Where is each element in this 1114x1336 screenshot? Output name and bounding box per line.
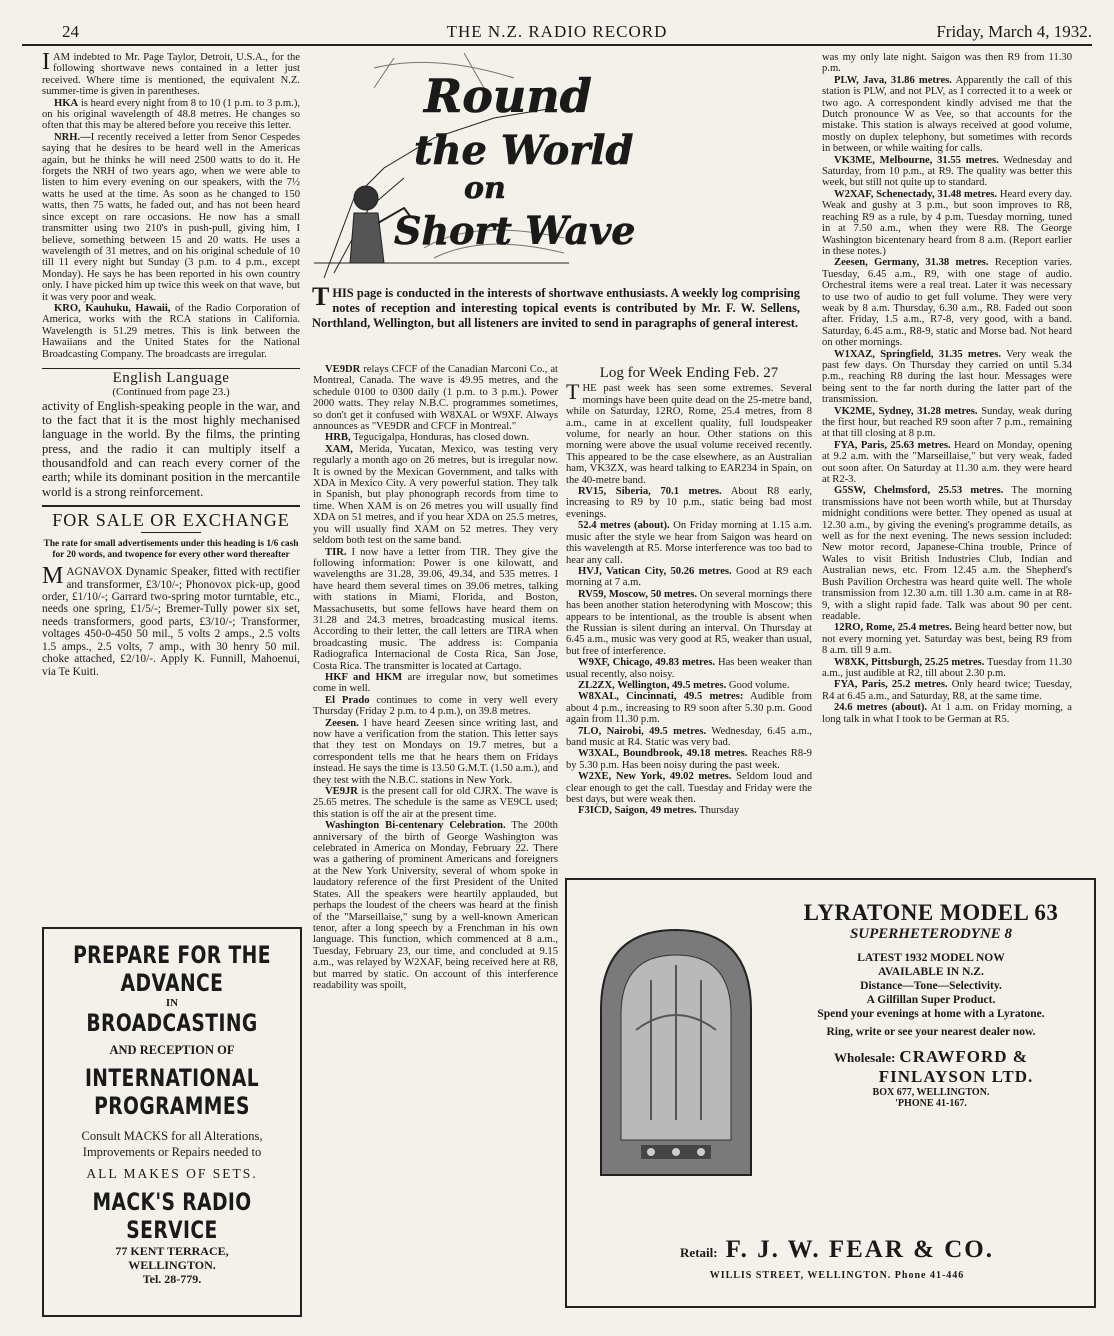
drop-cap: M [42,563,64,590]
ad-text: AND RECEPTION OF [109,1043,235,1057]
english-language-heading: English Language [112,369,230,386]
column-3 [566,365,813,817]
paragraph [42,49,300,98]
station-name: VE9DR [325,364,361,375]
station-name: NRH.— [54,131,91,143]
station-name: VE9JR [325,786,358,798]
paragraph-text: About R8 early, increasing to R9 by 10 p.m., static being bad most evenings. [566,486,813,520]
newspaper-title: THE N.Z. RADIO RECORD [446,22,668,41]
paragraph [566,589,812,657]
paragraph [313,718,558,786]
paragraph-text: Merida, Yucatan, Mexico, was testing very regularly a month ago on 26 metres, but is irregular now. It is owned by the Mexican Government, and talks with XDA in Mexico City. A very powerful station. They talk in Spanish, but play phonograph records from time to time. When XAM is on 26 metres you will usually find XDA on 51 metres, and if you hear XDA on 25.5 metres, you will usually find XAM on 52 metres. They very seldom both test on the same band. [313,443,558,547]
station-name: PLW, Java, 31.86 metres. [834,74,952,86]
station-name: KRO, Kauhuku, Hawaii, [54,302,171,314]
paragraph [566,657,812,680]
ad-text: Consult MACKS for all Alterations, Improvements or Repairs needed to [81,1129,263,1159]
paragraph-text: On Friday morning at 1.15 a.m. music after the style we hear from Saigon was heard on this wavelength at R5. Morse interference was too bad to hear any call. [566,520,813,566]
paragraph-text: I have heard Zeesen since writing last, and now have a verification from the station. This letter says that they test on Mondays on 19.7 metres, but a correspondent tells me that he hears them on Fridays instead. He says the time is 13.50 G.M.T. (1.50 a.m.), and they test with the N.B.C. stations in New York. [313,717,558,786]
paragraph [822,155,1072,189]
paragraph-text: Tuesday from 11.30 a.m., just audible at R2, till about 2.30 p.m. [822,656,1072,679]
wholesaler-phone: 'PHONE 41-167. [895,1098,967,1109]
paragraph [822,189,1072,257]
station-name: 12RO, Rome, 25.4 metres. [834,622,952,634]
station-name: Washington Bi-centenary Celebration. [325,820,506,832]
drop-cap: I [42,49,50,75]
station-name: VK2ME, Sydney, 31.28 metres. [834,405,978,417]
log-heading: Log for Week Ending Feb. 27 [599,365,779,381]
paragraph-text: AM indebted to Mr. Page Taylor, Detroit, U.S.A., for the following shortwave news contained in a letter just received. Where time is mentioned, the equivalent N.Z. summer-time is given in parentheses. [42,52,300,98]
divider [42,368,300,369]
paragraph [566,691,812,725]
column-2 [313,364,558,991]
paragraph-text: relays CFCF of the Canadian Marconi Co., at Montreal, Canada. The wave is 49.95 metres, and the schedule 0100 to 0300 daily (1 p.m. to 3 p.m.). Power 2000 watts. They relay N.B.C. programmes sometimes, so don't get it confused with W8XAL or W9XF. Always announces as "VE9DR and CFCF in Montreal." [313,364,558,433]
paragraph [566,726,812,749]
station-name: W9XF, Chicago, 49.83 metres. [578,657,716,669]
paragraph-text: I now have a letter from TIR. They give the following information: Power is one kilowatt, and wavelengths are 31.28, 39.06, 49.34, and 535 metres. I have heard them several times on 39.06 metres, talking with stations in Miami, Florida, and Boston, Massachusetts, but some fellows have heard them on 31.28 and 24.3 metres, broadcasting musical items. According to their letter, the call letters are TIRA when broadcasting music. The address is: Compania Radiografica Internacional de Costa Rica, San Jose, Costa Rica. The transmitter is located at Cartago. [313,546,558,672]
paragraph-text: are irregular now, but sometimes come in well. [313,671,558,695]
station-name: W3XAL, Boundbrook, 49.18 metres. [578,748,748,760]
paragraph [313,364,558,432]
paragraph [822,349,1072,406]
paragraph [42,132,300,303]
lyratone-ad [565,878,1096,1308]
wholesaler-name: CRAWFORD & [899,1047,1028,1066]
page-number: 24 [62,22,79,41]
paragraph [566,566,812,589]
paragraph [822,679,1072,702]
station-name: HVJ, Vatican City, 50.26 metres. [578,565,732,577]
paragraph [313,695,558,718]
ad-headline: ADVANCE [120,969,224,997]
paragraph-text: The 200th anniversary of the birth of George Washington was celebrated in America on Monday, February 22. There was a gathering of prominent Americans and foreigners at the New York University, several of whom spoke in laudatory reference of the first President of the United States. All the speakers were heartily applauded, but perhaps the loudest of the cheers was heard at the finish of the "Marseillaise," sung by a well-known American tenor, after a long speech by a Frenchman in his own language. This function, which commenced at 8 a.m., Tuesday, February 23, our time, and concluded at 9.15 a.m., was relayed by W2XAF, being received here at R8, but marred by static. On account of this interference readability was spoilt, [313,820,558,991]
station-name: ZL2ZX, Wellington, 49.5 metres. [578,679,727,691]
station-name: 7LO, Nairobi, 49.5 metres. [578,725,707,737]
paragraph: was my only late night. Saigon was then R9 from 11.30 p.m. [822,52,1072,75]
station-name: HRB, [325,432,351,444]
lyratone-ad-copy [781,900,1081,1109]
classified-ad [42,563,300,678]
paragraph [566,771,812,805]
paragraph-text: Reception varies. Tuesday, 6.45 a.m., R9, with one stage of audio. Orchestral items were a real treat. Later it was necessary to use two of audio to get full volume. They were very weak by 8 a.m. Thursday, 6.30 a.m., R8. Faded out soon after. Friday, 1.5 a.m., R7-8, very good, with a band. Saturday, 6.45 a.m., R8-9, static and Morse bad. Not heard on other mornings. [822,257,1072,349]
station-name: G5SW, Chelmsford, 25.53 metres. [834,485,1004,497]
paragraph [822,75,1072,155]
paragraph [822,440,1072,486]
round-the-world-banner [314,48,636,284]
paragraph-text: Reaches R8-9 by 5.30 p.m. Has been noisy during the past week. [566,748,812,771]
station-name: Zeesen. [325,717,359,729]
paragraph-text: Being heard better now, but not every morning yet. Saturday was best, being R9 from 8 a.m. till 9 a.m. [822,622,1072,657]
station-name: 24.6 metres (about). [834,702,928,714]
paragraph [822,257,1072,348]
ad-text: Distance—Tone—Selectivity. [860,980,1002,992]
ad-address: WELLINGTON. [128,1258,216,1272]
banner-word: the World [414,127,634,174]
paragraph-text: Good volume. [728,679,790,691]
paragraph-text: Heard every day. Weak and gushy at 3 p.m., but soon improves to R8, reaching R9 as a rule, by 4 p.m. Tuesday morning, tuned in at 7.50 a.m., when they were R8. The George Washington bicentenary heard from 8 a.m. (Report earlier in these notes.) [822,188,1072,257]
paragraph [313,547,558,672]
station-name: HKF and HKM [325,671,403,683]
station-name: XAM, [325,443,353,455]
paragraph [313,432,558,443]
paragraph [822,702,1072,725]
retail-label: Retail: [680,1245,718,1260]
station-name: W8XK, Pittsburgh, 25.25 metres. [834,656,985,668]
paragraph-text: Only heard twice; Tuesday, R4 at 6.45 a.m., and Saturday, R8, at the same time. [822,679,1073,702]
station-name: W1XAZ, Springfield, 31.35 metres. [834,348,1001,360]
paragraph [566,520,812,566]
ad-business-name: MACK'S RADIO SERVICE [92,1188,252,1244]
paragraph-text: Seldom loud and clear enough to get the call. Tuesday and Friday were the best days, but were weak then. [566,771,812,806]
paragraph [566,748,812,771]
ad-headline: BROADCASTING [86,1009,258,1037]
paragraph [566,805,812,816]
paragraph [822,622,1072,656]
drop-cap: T [566,379,580,405]
paragraph-text: Audible from about 4 p.m., increasing to R9 soon after 5.30 p.m. Good again from 11.30 p.m. [566,691,812,726]
paragraph-text: Tegucigalpa, Honduras, has closed down. [353,432,530,444]
wholesale-line [781,1047,1081,1067]
paragraph-text: Wednesday, 6.45 a.m., band music at R4. Static was very bad. [566,725,812,748]
banner-word: on [464,171,506,206]
wholesale-label: Wholesale: [834,1050,896,1065]
paragraph [822,406,1072,440]
for-sale-heading: FOR SALE OR EXCHANGE [52,509,290,530]
paragraph-text: HE past week has seen some extremes. Several mornings have been quite dead on the 25-metre band, while on Saturday, 12RO, Rome, 25.4 metres, from 8 a.m., came in at excellent quality, full loudspeaker volume, for nearly an hour. Other stations on this morning were above the usual volume received recently. This appeared to be the case elsewhere, as an Australian ham, VK3ZX, was heard talking to EAR234 in Spain, on the 40-metre band. [566,383,812,486]
station-name: F3ICD, Saigon, 49 metres. [578,805,697,817]
retail-line [597,1236,1077,1281]
wholesaler-box: BOX 677, WELLINGTON. [872,1087,990,1098]
paragraph-text: Has been weaker than usual recently, also noisy. [566,657,812,680]
paragraph [566,379,812,486]
paragraph [313,820,558,991]
ad-subhead: SUPERHETERODYNE 8 [849,926,1013,942]
paragraph [566,486,812,520]
paragraph-text: Heard on Monday, opening at 9.2 a.m. with the "Marseillaise," but very weak, faded out soon after. On Saturday at 11.30 a.m. they were heard at R2-3. [822,439,1072,486]
paragraph [42,303,300,360]
issue-date: Friday, March 4, 1932. [936,22,1092,41]
paragraph-text: continues to come in very well every Thursday (Friday 2 p.m. to 4 p.m.), on 39.8 metres. [313,694,558,718]
divider [141,532,201,533]
radio-cabinet-illustration [591,920,761,1180]
station-name: 52.4 metres (about). [578,520,670,532]
paragraph-text: Sunday, weak during the first hour, but reached R9 soon after 7 p.m., remaining at that till closing at 8 p.m. [822,405,1072,440]
ad-text: A Gilfillan Super Product. [866,994,996,1006]
english-language-text: activity of English-speaking people in the war, and to the fact that it is the most highly mechanised language in the world. By the films, the printing press, and the radio it can multiply itself a thousandfold and can reach every corner of the earth; while its dominant position in the mercantile world is a strong reinforcement. [42,398,300,499]
paragraph [566,680,812,691]
paragraph-text: Wednesday and Saturday, from 10 p.m., at R9. The quality was better this week, but still not quite up to standard. [822,154,1072,189]
paragraph [822,485,1072,622]
ad-text: Spend your evenings at home with a Lyratone. [817,1008,1045,1020]
paragraph-text: Good at R9 each morning at 7 a.m. [566,565,812,589]
station-name: W8XAL, Cincinnati, 49.5 metres: [578,691,744,703]
paragraph [822,657,1072,680]
ad-text: LATEST 1932 MODEL NOW [857,952,1005,964]
paragraph-text: of the Radio Corporation of America, works with the RCA stations in California. Wavelength is 51.29 metres. This is link between the Hawaiians and the United States for the National Broadcasting Company. The broadcasts are irregular. [42,302,300,360]
ad-headline: INTERNATIONAL [84,1064,260,1092]
paragraph-text: I recently received a letter from Senor Cespedes saying that he desires to be heard well in the Americas again, but he thinks he will need 2500 watts to do it. He forgets the NRH of two years ago, when we were able to listen to him every evening on our speakers, with the 7½ watts he used at the time. As soon as he changed to 150 watts, then 75 watts, he faded out, and has not been heard since except on rare occasions. He now has a small transmitter using two 210's in push-pull, giving him, I believe, something between 15 and 20 watts. He uses a wavelength of 31 metres, and on his original schedule of 10 till 11 every night but Sunday (3 p.m. to 4 p.m., except Monday). He says he has been reported in his own country only. I have picked him up twice this week on that wave, but it was very poor and weak. [42,131,300,303]
paragraph [42,98,300,132]
station-name: TIR. [325,546,347,558]
classified-ad-text: AGNAVOX Dynamic Speaker, fitted with rectifier and transformer, £3/10/-; Phonovox pick-up, good order, £1/10/-; Garrard two-spring motor turntable, etc., needs one spring, £1/5/-; Bremer-Tully power six set, needs transformers, good parts, £3/10/-; Transformer, voltages 450-0-450 50 mil., 5 volts 2 amps., 2.5 volts 1.5 amps., 2.5 volts, 7 amp., with 30 henry 50 mil. choke attached, £2/10/-. Apply K. Funnill, Mahoenui, via Te Kuiti. [42,566,300,678]
station-name: HKA [54,97,79,109]
retailer-name: F. J. W. FEAR & CO. [725,1236,994,1263]
banner-illustration [314,48,636,284]
paragraph-text: Very weak the past few days. On Thursday they carried on until 5.34 p.m., reaching R8 during the last hour. Messages were being sent to the far north during the latter part of the transmission. [822,348,1072,406]
continued-note: (Continued from page 23.) [112,386,230,399]
paragraph-text: The morning transmissions have not been worth while, but at Thursday midnight conditions were better. They opened as usual at 12.30 a.m., by giving the evening's programme details, as well as for the next evening. The news session included: New motor record, Japanese-China trouble, Prince of Wales to visit British Industries Club, Indian and Australian news, etc. From 12.45 a.m. the Shepherd's Bush Pavilion Orchestra was heard quite well. The whole transmission from 12.30 a.m. till 1.30 a.m. came in at R8-9, with a slight rapid fade. Talk was about 90 per cent. readable. [822,485,1072,622]
ad-headline: PREPARE FOR THE [73,941,271,969]
ad-text: Ring, write or see your nearest dealer now. [826,1026,1036,1038]
divider [42,505,300,507]
station-name: FYA, Paris, 25.2 metres. [834,679,948,691]
banner-word: Round [424,69,592,123]
macks-radio-ad [42,927,302,1317]
paragraph [313,444,558,547]
paragraph-text: is heard every night from 8 to 10 (1 p.m. to 3 p.m.), on his original wavelength of 48.8 metres. He changes so often that this may be altered before you receive this letter. [42,97,300,132]
station-name: W2XAF, Schenectady, 31.48 metres. [834,188,998,200]
station-name: El Prado [325,694,370,706]
masthead [22,20,1092,46]
station-name: VK3ME, Melbourne, 31.55 metres. [834,154,999,166]
station-name: Zeesen, Germany, 31.38 metres. [834,257,989,269]
column-4 [822,52,1072,725]
station-name: FYA, Paris, 25.63 metres. [834,439,951,451]
paragraph [313,786,558,820]
wholesaler-name: FINLAYSON LTD. [878,1067,1034,1086]
ad-text: AVAILABLE IN N.Z. [878,966,984,978]
paragraph-text: At 1 a.m. on Friday morning, a long talk in what I took to be German at R5. [822,702,1072,725]
paragraph-text: is the present call for old CJRX. The wave is 25.65 metres. The schedule is the same as VE9CL used; this station is off the air at the present time. [313,786,558,820]
station-name: RV59, Moscow, 50 metres. [578,588,698,600]
ad-address: 77 KENT TERRACE, [115,1244,229,1258]
station-name: W2XE, New York, 49.02 metres. [578,771,732,783]
ad-text: IN [165,997,179,1009]
intro-text: HIS page is conducted in the interests of shortwave enthusiasts. A weekly log comprising notes of reception and interesting topical events is contributed by Mr. F. W. Sellens, Northland, Wellington, but all listeners are invited to send in paragraphs of general interest. [312,286,800,330]
drop-cap: T [312,282,330,311]
column-1 [42,49,300,678]
ad-phone: Tel. 28-779. [142,1272,202,1286]
page-intro [312,282,800,331]
ad-rate-note: The rate for small advertisements under this heading is 1/6 cash for 20 words, and twopence for every other word thereafter [43,539,299,560]
paragraph [313,672,558,695]
ad-headline: PROGRAMMES [94,1092,250,1120]
ad-model-name: LYRATONE MODEL 63 [803,900,1059,925]
station-name: RV15, Siberia, 70.1 metres. [578,486,722,498]
paragraph-text: Apparently the call of this station is PLW, and not PLV, as I corrected it to a week or two ago. A correspondent kindly advised me that the Dutch pronounce W as Vee, so that accounts for the mistake. This station is always received at good volume, mostly on duplex telephony, but sometimes with records in between, or while waiting for calls. [822,74,1072,155]
banner-word: Short Wave [394,208,636,253]
paragraph-text: Thursday [699,805,740,817]
paragraph-text: On several mornings there has been another station heterodyning with Moscow; this appears to be intentional, as the trouble is absent when the Russian is silent during an interval. On Thursday at 6.45 a.m., music was very good at R5, weaker than usual, but free of interference. [566,588,812,657]
retailer-address: WILLIS STREET, WELLINGTON. Phone 41-446 [709,1270,965,1281]
ad-text: ALL MAKES OF SETS. [86,1166,258,1181]
